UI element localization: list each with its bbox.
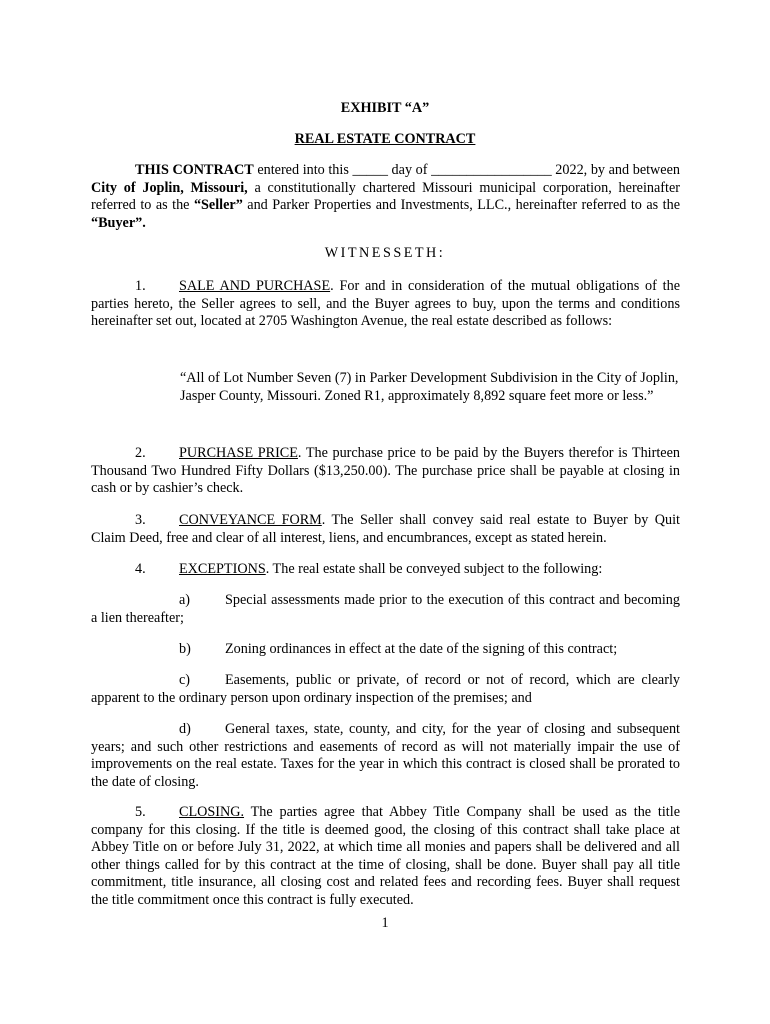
witnesseth-heading: WITNESSETH:	[324, 245, 446, 261]
page-number: 1	[381, 915, 389, 931]
section-5-paragraph	[91, 804, 680, 910]
section-4-heading: EXCEPTIONS	[179, 561, 266, 577]
section-1-paragraph	[91, 278, 680, 331]
exception-a	[91, 592, 680, 627]
exception-c-text: Easements, public or private, of record or not of record, which are clearly apparent to the ordinary person upon ordinary inspection of the premises; and	[91, 672, 680, 706]
intro-text-3: and Parker Properties and Investments, LLC., hereinafter referred to as the	[242, 197, 680, 214]
buyer-label: “Buyer”.	[91, 214, 146, 231]
section-1-heading: SALE AND PURCHASE	[179, 278, 331, 294]
contract-title: REAL ESTATE CONTRACT	[294, 131, 476, 147]
exhibit-heading: EXHIBIT “A”	[340, 100, 430, 116]
section-5-text: The parties agree that Abbey Title Company shall be used as the title company for this closing. If the title is deemed good, the closing of this contract shall take place at Abbey Title on or before July 31, 2022, at which time all monies and papers shall be delivered and all other things called for by this contract at the time of closing, shall be done. Buyer shall pay all title commitment, title insurance, all closing cost and related fees and recording fees. Buyer shall request the title commitment once this contract is fully executed.	[91, 804, 680, 908]
exception-c-label: c)	[179, 672, 191, 688]
exception-d	[91, 721, 680, 791]
section-2-text: . The purchase price to be paid by the Buyers therefor is Thirteen Thousand Two Hundred Fifty Dollars ($13,250.00). The purchase price shall be payable at closing in cash or by cashier’s check.	[91, 445, 680, 497]
exception-b	[91, 641, 680, 659]
exception-a-text: Special assessments made prior to the execution of this contract and becoming a lien thereafter;	[91, 592, 680, 626]
section-3-number: 3.	[135, 512, 146, 528]
section-1-text: . For and in consideration of the mutual obligations of the parties hereto, the Seller agrees to sell, and the Buyer agrees to buy, upon the terms and conditions hereinafter set out, located at 2705 Washington Avenue, the real estate described as follows:	[91, 278, 680, 330]
section-5-number: 5.	[135, 804, 146, 820]
exception-d-label: d)	[179, 721, 191, 737]
seller-label: “Seller”	[193, 197, 243, 214]
exception-a-label: a)	[179, 592, 191, 608]
section-4-number: 4.	[135, 561, 146, 577]
property-description-quote: “All of Lot Number Seven (7) in Parker Development Subdivision in the City of Joplin, Jasper County, Missouri. Zoned R1, approximately 8,892 square feet more or less.”	[180, 370, 679, 404]
section-2-paragraph	[91, 445, 680, 498]
intro-paragraph	[91, 162, 680, 232]
section-3-text: . The Seller shall convey said real estate to Buyer by Quit Claim Deed, free and clear of all interest, liens, and encumbrances, except as stated herein.	[91, 512, 680, 546]
section-5-heading: CLOSING.	[179, 804, 245, 820]
section-4-text: . The real estate shall be conveyed subject to the following:	[265, 561, 603, 577]
exception-d-text: General taxes, state, county, and city, for the year of closing and subsequent years; and such other restrictions and easements of record as will not materially impair the use of improvements on the real estate. Taxes for the year in which this contract is closed shall be prorated to the date of closing.	[91, 721, 680, 790]
section-2-number: 2.	[135, 445, 146, 461]
section-3-heading: CONVEYANCE FORM	[179, 512, 322, 528]
section-1-number: 1.	[135, 278, 146, 294]
section-4-paragraph	[91, 561, 680, 579]
seller-name: City of Joplin, Missouri,	[91, 179, 248, 196]
exception-b-label: b)	[179, 641, 191, 657]
section-2-heading: PURCHASE PRICE	[179, 445, 298, 461]
intro-text-1: entered into this _____ day of _________________ 2022, by and between	[253, 162, 680, 178]
section-3-paragraph	[91, 512, 680, 547]
exception-b-text: Zoning ordinances in effect at the date of the signing of this contract;	[225, 641, 618, 657]
exception-c	[91, 672, 680, 707]
intro-text-2: a constitutionally chartered Missouri municipal corporation, hereinafter referred to as the	[91, 179, 680, 214]
intro-lead: THIS CONTRACT	[135, 162, 254, 178]
